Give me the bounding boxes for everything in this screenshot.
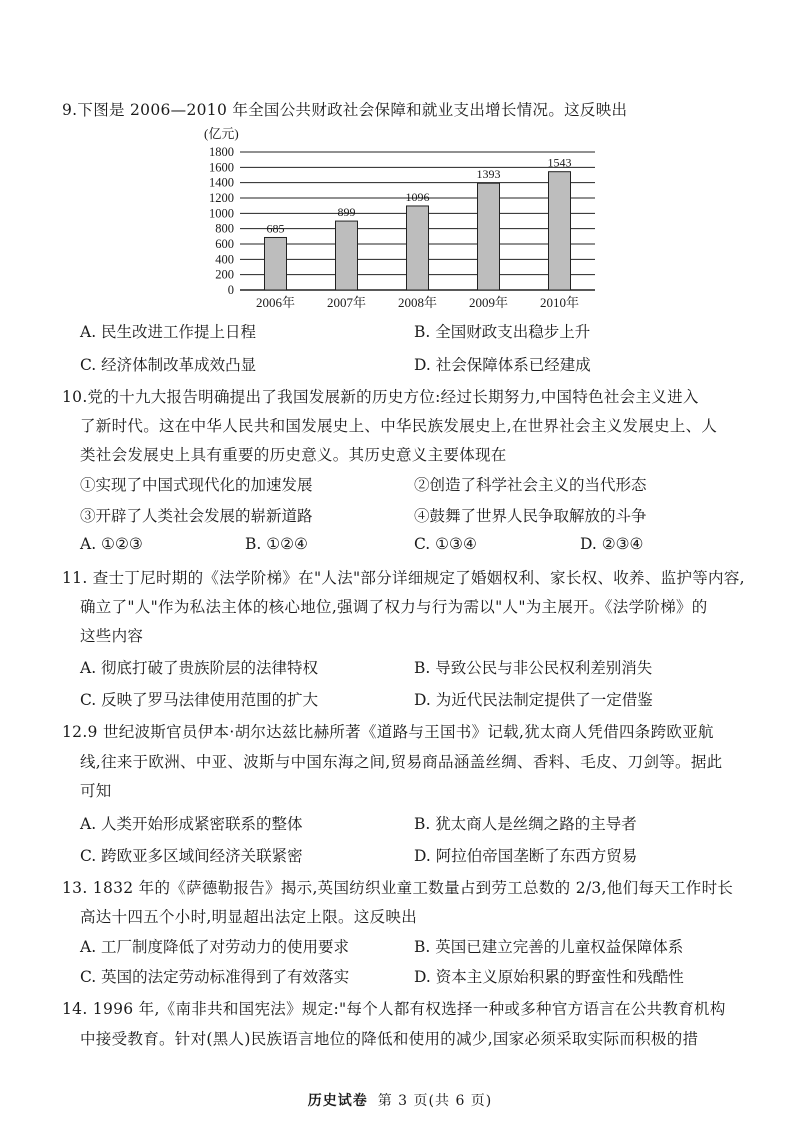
q10-line-2: 了新时代。这在中华人民共和国发展史上、中华民族发展史上,在世界社会主义发展史上、人 xyxy=(80,417,718,435)
q14-line-2: 中接受教育。针对(黑人)民族语言地位的降低和使用的减少,国家必须采取实际而积极的措 xyxy=(80,1030,699,1048)
page-footer xyxy=(0,1090,800,1110)
bar-chart xyxy=(190,124,610,314)
y-tick-label: 1600 xyxy=(209,160,234,175)
data-label: 899 xyxy=(337,205,356,220)
q12-line-2: 线,往来于欧洲、中亚、波斯与中国东海之间,贸易商品涵盖丝绸、香料、毛皮、刀剑等。据此 xyxy=(80,753,723,771)
q13-option-b: B. 英国已建立完善的儿童权益保障体系 xyxy=(414,938,684,956)
q10-option-d: D. ②③④ xyxy=(580,535,644,553)
y-tick-label: 1800 xyxy=(209,145,234,159)
q9-option-a: A. 民生改进工作提上日程 xyxy=(80,323,257,341)
q12-line-1: 12.9 世纪波斯官员伊本·胡尔达兹比赫所著《道路与王国书》记载,犹太商人凭借四条跨欧亚航 xyxy=(62,723,714,741)
x-tick-label: 2008年 xyxy=(397,295,438,310)
y-tick-label: 200 xyxy=(215,267,234,282)
q12-option-b: B. 犹太商人是丝绸之路的主导者 xyxy=(414,815,637,833)
data-label: 685 xyxy=(266,221,285,236)
q9-option-c: C. 经济体制改革成效凸显 xyxy=(80,356,257,374)
q10-option-c: C. ①③④ xyxy=(414,535,477,553)
q11-line-2: 确立了"人"作为私法主体的核心地位,强调了权力与行为需以"人"为主展开。《法学阶梯》的 xyxy=(80,598,708,616)
y-tick-label: 400 xyxy=(215,252,234,267)
q12-option-a: A. 人类开始形成紧密联系的整体 xyxy=(80,815,303,833)
bar xyxy=(265,237,287,290)
footer-subject: 历史试卷 xyxy=(307,1093,368,1109)
bar xyxy=(336,221,358,290)
x-tick-label: 2009年 xyxy=(468,295,509,310)
y-tick-label: 1000 xyxy=(209,206,234,221)
q12-line-3: 可知 xyxy=(80,782,112,800)
q11-option-c: C. 反映了罗马法律使用范围的扩大 xyxy=(80,691,319,709)
x-tick-label: 2010年 xyxy=(539,295,580,310)
q10-item-2: ②创造了科学社会主义的当代形态 xyxy=(414,476,647,494)
q10-option-a: A. ①②③ xyxy=(80,535,143,553)
x-tick-label: 2007年 xyxy=(326,295,367,310)
q9-option-b: B. 全国财政支出稳步上升 xyxy=(414,323,591,341)
bar xyxy=(407,206,429,290)
q10-item-4: ④鼓舞了世界人民争取解放的斗争 xyxy=(414,507,647,525)
y-tick-label: 1200 xyxy=(209,191,234,205)
q10-option-b: B. ①②④ xyxy=(245,535,308,553)
q9-option-d: D. 社会保障体系已经建成 xyxy=(414,356,591,374)
footer-page-number: 第 3 页(共 6 页) xyxy=(377,1093,493,1109)
q11-option-b: B. 导致公民与非公民权利差别消失 xyxy=(414,659,653,677)
x-tick-labels xyxy=(256,295,579,310)
y-tick-label: 600 xyxy=(215,237,234,251)
q13-line-1: 13. 1832 年的《萨德勒报告》揭示,英国纺织业童工数量占到劳工总数的 2/3,他们每天工作时长 xyxy=(62,879,734,897)
q10-item-1: ①实现了中国式现代化的加速发展 xyxy=(80,476,313,494)
bar xyxy=(549,172,571,290)
q9-stem: 9.下图是 2006—2010 年全国公共财政社会保障和就业支出增长情况。这反映出 xyxy=(62,101,628,119)
data-label: 1096 xyxy=(405,189,430,204)
bar xyxy=(478,183,500,290)
q11-option-a: A. 彻底打破了贵族阶层的法律特权 xyxy=(80,659,319,677)
q13-option-d: D. 资本主义原始积累的野蛮性和残酷性 xyxy=(414,968,684,986)
y-tick-labels xyxy=(209,145,234,297)
q13-option-a: A. 工厂制度降低了对劳动力的使用要求 xyxy=(80,938,350,956)
q11-option-d: D. 为近代民法制定提供了一定借鉴 xyxy=(414,691,653,709)
data-label: 1393 xyxy=(476,167,501,182)
q12-option-c: C. 跨欧亚多区域间经济关联紧密 xyxy=(80,847,303,865)
y-tick-label: 800 xyxy=(215,221,234,236)
data-label: 1543 xyxy=(547,155,572,170)
q13-line-2: 高达十四五个小时,明显超出法定上限。这反映出 xyxy=(80,908,418,926)
q12-option-d: D. 阿拉伯帝国垄断了东西方贸易 xyxy=(414,847,638,865)
q11-line-3: 这些内容 xyxy=(80,627,144,645)
x-tick-label: 2006年 xyxy=(255,295,296,310)
y-tick-label: 1400 xyxy=(209,175,234,190)
q10-line-3: 类社会发展史上具有重要的历史意义。其历史意义主要体现在 xyxy=(80,446,507,464)
q11-line-1: 11. 查士丁尼时期的《法学阶梯》在"人法"部分详细规定了婚姻权利、家长权、收养、监护等内容, xyxy=(62,569,745,587)
y-axis-label: (亿元) xyxy=(204,126,239,141)
q10-line-1: 10.党的十九大报告明确提出了我国发展新的历史方位:经过长期努力,中国特色社会主义进入 xyxy=(62,388,699,406)
q13-option-c: C. 英国的法定劳动标准得到了有效落实 xyxy=(80,968,350,986)
y-tick-label: 0 xyxy=(227,283,234,297)
q10-item-3: ③开辟了人类社会发展的崭新道路 xyxy=(80,507,313,525)
q14-line-1: 14. 1996 年,《南非共和国宪法》规定:"每个人都有权选择一种或多种官方语言在公共教育机构 xyxy=(62,1000,726,1018)
